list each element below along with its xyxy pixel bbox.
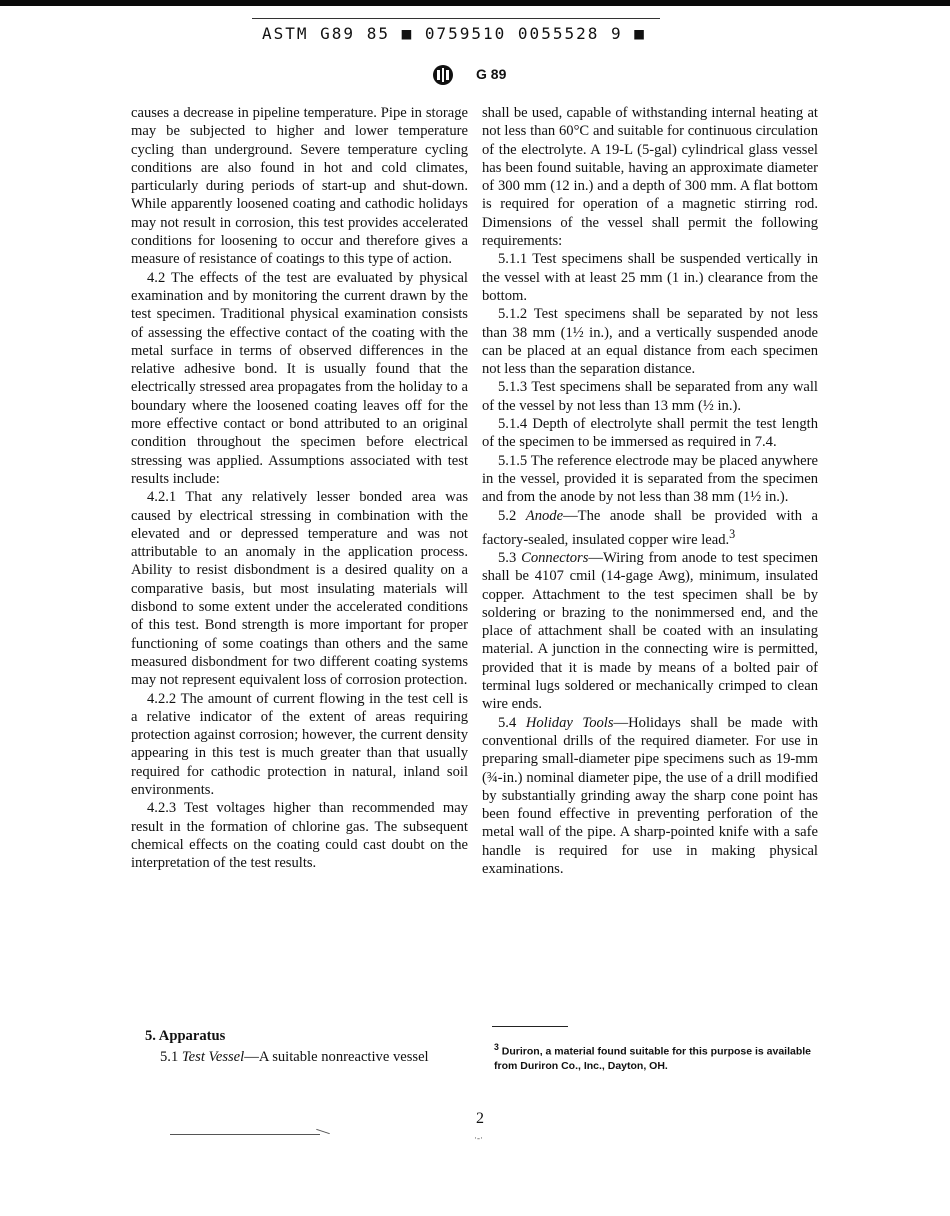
paragraph-5-1-5: 5.1.5 The reference electrode may be placed anywhere in the vessel, provided it is separated from the specimen and from the anode by not less than 38 mm (1½ in.).: [482, 452, 818, 506]
paragraph-5-1-4: 5.1.4 Depth of electrolyte shall permit the test length of the specimen to be immersed as required in 7.4.: [482, 416, 818, 451]
footnote-text: Duriron, a material found suitable for this purpose is available from Duriron Co., Inc., Dayton, OH.: [494, 1045, 812, 1072]
paragraph-5-1-2: 5.1.2 Test specimens shall be separated by not less than 38 mm (1½ in.), and a vertically suspended anode can be placed at an equal distance from each specimen not less than the separation distance.: [482, 306, 818, 378]
paragraph-5-1: [160, 1048, 470, 1066]
paragraph-4-2-2: 4.2.2 The amount of current flowing in the test cell is a relative indicator of the extent of areas requiring protection against corrosion; however, the current density appearing in this test is much greater than that usually required for cathodic protection in natural, inland soil environments.: [131, 690, 468, 798]
header-rule: [252, 18, 660, 19]
document-code-line: ASTM G89 85 ■ 0759510 0055528 9 ■: [262, 24, 646, 43]
paragraph-5-1-3: 5.1.3 Test specimens shall be separated from any wall of the vessel by not less than 13 mm (½ in.).: [482, 379, 818, 414]
paragraph-5-1-cont: shall be used, capable of withstanding internal heating at not less than 60°C and suitable for continuous circulation of the electrolyte. A 19-L (5-gal) cylindrical glass vessel has been found suitable, having an approximate diameter of 300 mm (12 in.) and a depth of 300 mm. A flat bottom is required for operation of a magnetic stirring rod. Dimensions of the vessel shall permit the following requirements:: [482, 105, 818, 250]
paragraph-5-2-number: 5.2: [498, 507, 517, 524]
paragraph-4-2-3: 4.2.3 Test voltages higher than recommended may result in the formation of chlorine gas. The subsequent chemical effects on the coating could cast doubt on the interpretation of the test results.: [131, 800, 468, 872]
paragraph-4-2-1: 4.2.1 That any relatively lesser bonded area was caused by electrical stressing in combination with the elevated and or depressed temperature and was not attributable to an anomaly in the application process. Ability to resist disbondment is a desired quality on a comparative basis, but most insulating materials will disbond to some extent under the accelerated conditions of this test. Bond strength is more important for proper functioning of some coatings than others and the same measured disbondment for two different coating systems may not represent equivalent loss of corrosion protection.: [131, 489, 468, 689]
bottom-rule: [170, 1134, 320, 1135]
right-column: [482, 104, 818, 878]
paragraph-5-3-text: —Wiring from anode to test specimen shall be 4107 cmil (14-gage Awg), minimum, insulated copper. Attachment to the test specimen shall be by soldering or brazing to the nonimmersed end, and the place of attachment shall be coated with an insulating material. A junction in the connecting wire is permitted, provided that it is made by means of a bolted pair of terminal lugs soldered or mechanically crimped to clean wire ends.: [482, 549, 818, 713]
paragraph-4-1-cont: causes a decrease in pipeline temperature. Pipe in storage may be subjected to higher and lower temperature cycling than underground. Severe temperature cycling conditions are also found in hot and cold climates, particularly during periods of start-up and shut-down. While apparently loosened coating and cathodic holidays may not result in corrosion, this test provides accelerated conditions for loosening to occur and therefore gives a measure of resistance of coatings to this type of action.: [131, 105, 468, 268]
paragraph-5-2: [482, 507, 818, 549]
paragraph-5-1-number: 5.1: [160, 1049, 179, 1065]
footnote: [494, 1040, 822, 1073]
paragraph-5-4: [482, 714, 818, 879]
footnote-mark: 3: [494, 1042, 499, 1052]
page-number: 2: [476, 1110, 484, 1127]
paragraph-5-4-number: 5.4: [498, 714, 517, 731]
paragraph-5-3-number: 5.3: [498, 549, 517, 566]
paragraph-5-1-title: Test Vessel: [181, 1049, 245, 1065]
footnote-rule: [492, 1026, 568, 1027]
section-5-heading: 5. Apparatus: [145, 1028, 226, 1044]
paragraph-5-1-text: —A suitable nonreactive vessel: [244, 1049, 429, 1065]
paragraph-5-2-text: —The anode shall be provided with a factory-sealed, insulated copper wire lead.: [482, 507, 818, 548]
paragraph-5-3: [482, 549, 818, 714]
top-border: [0, 0, 950, 6]
astm-logo-icon: [432, 64, 454, 86]
paragraph-5-2-title: Anode: [525, 507, 564, 524]
footnote-reference: 3: [729, 526, 736, 541]
paragraph-4-2: 4.2 The effects of the test are evaluated by physical examination and by monitoring the current drawn by the test specimen. Traditional physical examination consists of assessing the effective contact of the coating with the metal surface in terms of observed differences in the relative adhesive bond. It is usually found that the electrically stressed area propagates from the holiday to a boundary where the loosened coating leaves off for the more effective contact or bond attributed to an original condition throughout the specimen before electrical stressing was applied. Assumptions associated with test results include:: [131, 269, 468, 487]
paragraph-5-3-title: Connectors: [521, 549, 589, 566]
document-id: G 89: [476, 66, 507, 82]
paragraph-5-4-text: —Holidays shall be made with conventional drills of the required diameter. For use in preparing small-diameter pipe specimens such as 19-mm (¾-in.) nominal diameter pipe, the use of a drill modified by substantially grinding away the sharp cone point has been found effective in preventing perforation of the metal wall of the pipe. A sharp-pointed knife with a safe handle is required for use in making physical examinations.: [482, 714, 818, 878]
paragraph-5-4-title: Holiday Tools: [525, 714, 614, 731]
scan-mark: ·-·: [474, 1133, 483, 1143]
paragraph-5-1-1: 5.1.1 Test specimens shall be suspended vertically in the vessel with at least 25 mm (1 in.) clearance from the bottom.: [482, 251, 818, 304]
left-column: [131, 104, 468, 872]
